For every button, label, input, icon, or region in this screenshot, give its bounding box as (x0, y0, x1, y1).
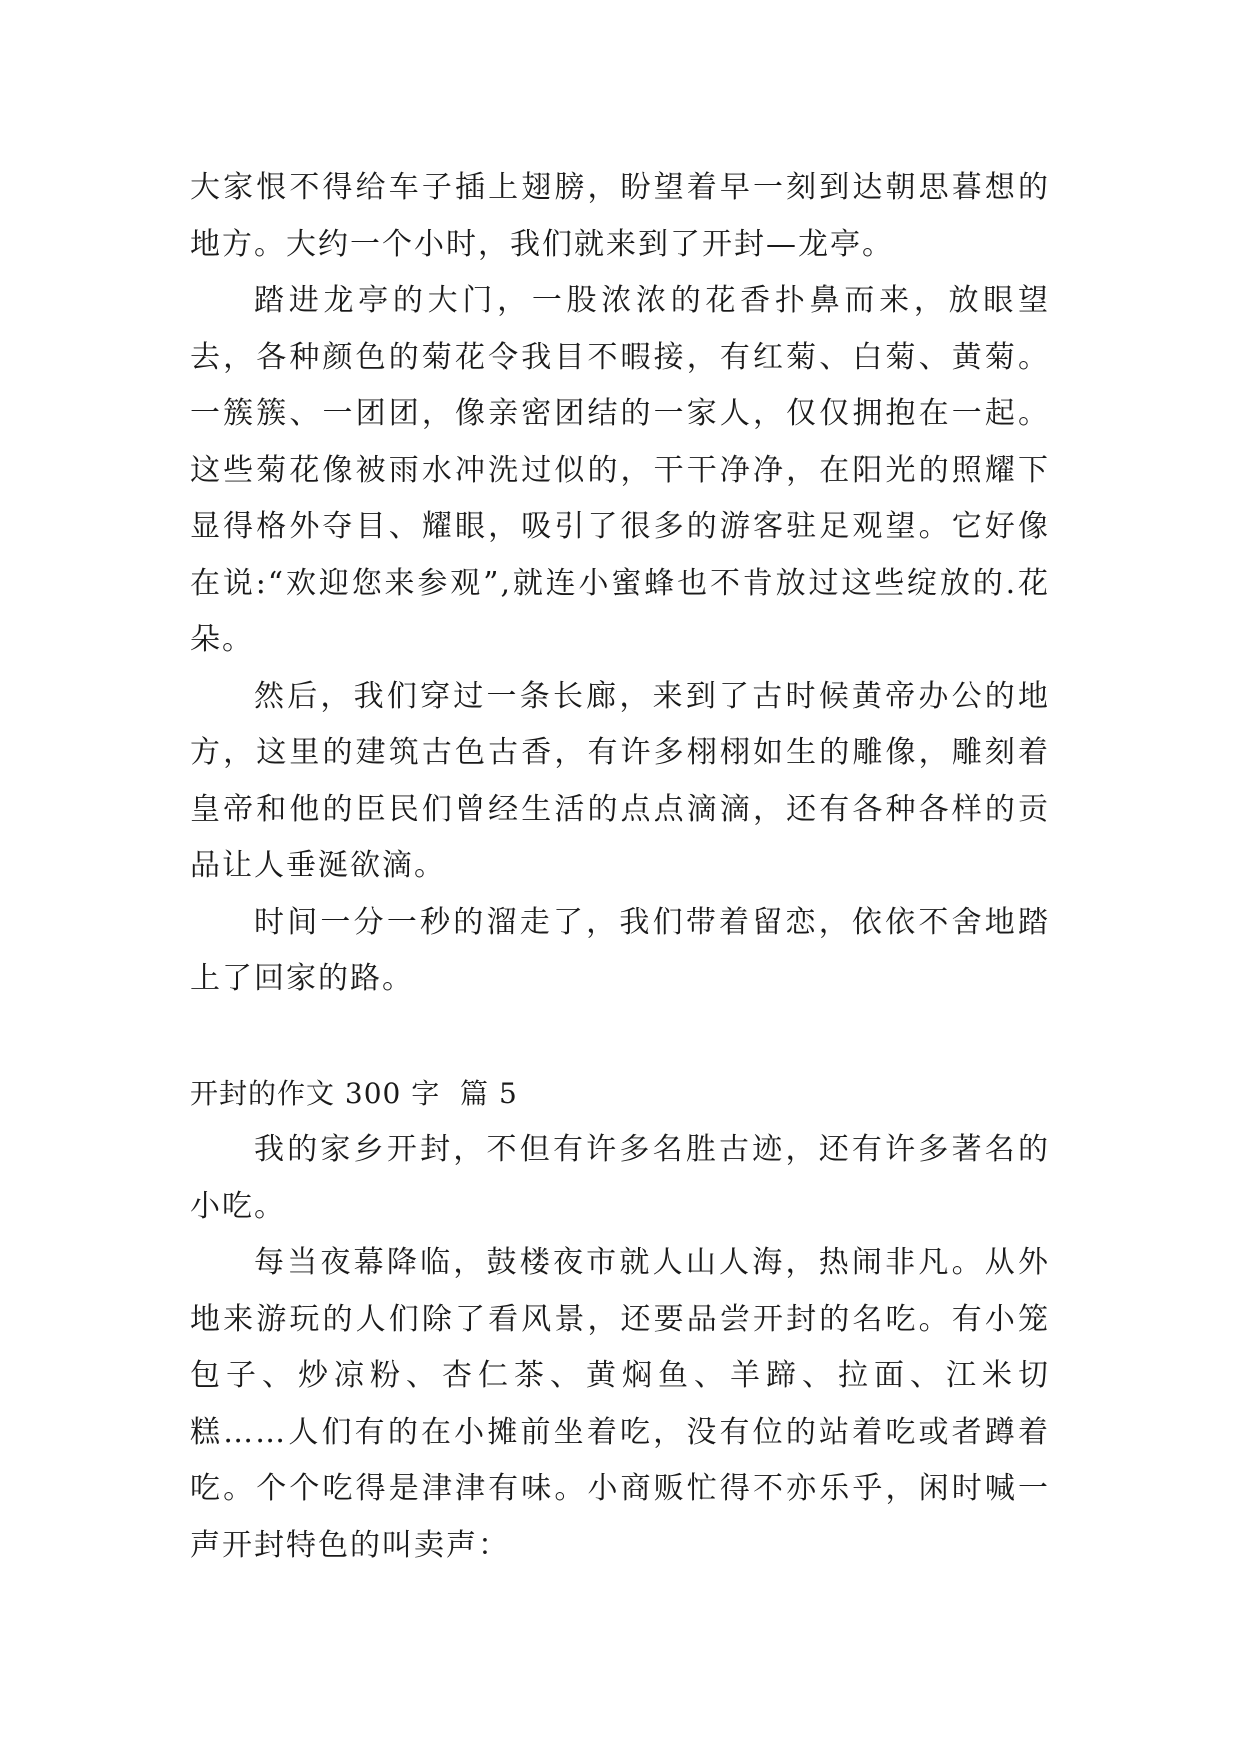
paragraph-return: 时间一分一秒的溜走了，我们带着留恋，依依不舍地踏上了回家的路。 (190, 904, 1050, 996)
paragraph-arrival: 大家恨不得给车子插上翅膀，盼望着早一刻到达朝思暮想的地方。大约一个小时，我们就来到了开封—龙亭。 (190, 170, 1050, 262)
paragraph-chrysanthemums: 踏进龙亭的大门，一股浓浓的花香扑鼻而来，放眼望去，各种颜色的菊花令我目不暇接，有红菊、白菊、黄菊。一簇簇、一团团，像亲密团结的一家人，仅仅拥抱在一起。这些菊花像被雨水冲洗过似的，干干净净，在阳光的照耀下显得格外夺目、耀眼，吸引了很多的游客驻足观望。它好像在说:“欢迎您来参观”,就连小蜜蜂也不肯放过这些绽放的.花朵。 (190, 283, 1050, 657)
document-page (190, 160, 1050, 1574)
essay-heading: 开封的作文 300 字 篇 5 (190, 1076, 518, 1110)
paragraph-corridor: 然后，我们穿过一条长廊，来到了古时候黄帝办公的地方，这里的建筑古色古香，有许多栩栩如生的雕像，雕刻着皇帝和他的臣民们曾经生活的点点滴滴，还有各种各样的贡品让人垂涎欲滴。 (190, 678, 1050, 883)
paragraph-night-market: 每当夜幕降临，鼓楼夜市就人山人海，热闹非凡。从外地来游玩的人们除了看风景，还要品尝开封的名吃。有小笼包子、炒凉粉、杏仁茶、黄焖鱼、羊蹄、拉面、江米切糕……人们有的在小摊前坐着吃，没有位的站着吃或者蹲着吃。个个吃得是津津有味。小商贩忙得不亦乐乎，闲时喊一声开封特色的叫卖声： (190, 1245, 1050, 1563)
paragraph-hometown: 我的家乡开封，不但有许多名胜古迹，还有许多著名的小吃。 (190, 1132, 1050, 1224)
